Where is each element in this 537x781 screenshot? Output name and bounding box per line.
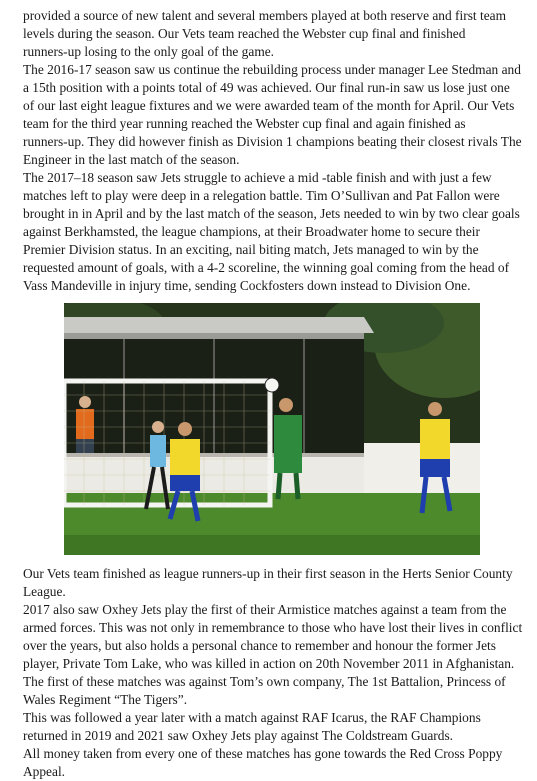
text-line: League.: [23, 584, 66, 599]
text-line: provided a source of new talent and several members played at both reserve and first team: [23, 8, 506, 23]
intro-paragraph: [23, 7, 523, 61]
vets-paragraph: [23, 565, 523, 601]
match-photo: [64, 303, 480, 555]
article-body: [23, 7, 523, 781]
text-line: runners-up losing to the only goal of the game.: [23, 44, 275, 59]
text-line: runners-up. They did however finish as Division 1 champions beating their closest rivals The: [23, 134, 522, 149]
text-line: a 15th position with a points total of 49 was achieved. Our final run-in saw us lose just one: [23, 80, 510, 95]
armistice-paragraph: [23, 601, 523, 709]
text-line: Our Vets team finished as league runners-up in their first season in the Herts Senior County: [23, 566, 513, 581]
text-line: All money taken from every one of these matches has gone towards the Red Cross Poppy: [23, 746, 503, 761]
text-line: against Berkhamsted, the league champions, at their Broadwater home to secure their: [23, 224, 480, 239]
text-line: returned in 2019 and 2021 saw Oxhey Jets play against The Coldstream Guards.: [23, 728, 454, 743]
text-line: armed forces. This was not only in remembrance to those who have lost their lives in conflict: [23, 620, 523, 635]
text-line: of our last eight league fixtures and we were awarded team of the month for April. Our Vets: [23, 98, 515, 113]
text-line: The 2017–18 season saw Jets struggle to achieve a mid -table finish and with just a few: [23, 170, 492, 185]
text-line: brought in in April and by the last match of the season, Jets needed to win by two clear goals: [23, 206, 520, 221]
season-2017-paragraph: [23, 169, 523, 295]
season-2016-paragraph: [23, 61, 523, 169]
text-line: matches left to play were deep in a relegation battle. Tim O’Sullivan and Pat Fallon were: [23, 188, 500, 203]
match-photo-illustration: [64, 303, 480, 555]
text-line: levels during the season. Our Vets team reached the Webster cup final and finished: [23, 26, 466, 41]
text-line: The first of these matches was against Tom’s own company, The 1st Battalion, Princess of: [23, 674, 506, 689]
text-line: The 2016-17 season saw us continue the rebuilding process under manager Lee Stedman and: [23, 62, 521, 77]
raf-paragraph: [23, 709, 523, 745]
text-line: Wales Regiment “The Tigers”.: [23, 692, 188, 707]
text-line: team for the third year running reached the Webster cup final and again finished as: [23, 116, 466, 131]
poppy-paragraph: [23, 745, 523, 781]
text-line: This was followed a year later with a match against RAF Icarus, the RAF Champions: [23, 710, 481, 725]
text-line: Vass Mandeville in injury time, sending Cockfosters down instead to Division One.: [23, 278, 471, 293]
text-line: over the years, but also holds a personal chance to remember and honour the former Jets: [23, 638, 496, 653]
text-line: player, Private Tom Lake, who was killed in action on 20th November 2011 in Afghanistan.: [23, 656, 515, 671]
text-line: 2017 also saw Oxhey Jets play the first of their Armistice matches against a team from the: [23, 602, 507, 617]
text-line: requested amount of goals, with a 4-2 scoreline, the winning goal coming from the head of: [23, 260, 510, 275]
text-line: Engineer in the last match of the season.: [23, 152, 240, 167]
text-line: Premier Division status. In an exciting, nail biting match, Jets managed to win by the: [23, 242, 479, 257]
text-line: Appeal.: [23, 764, 66, 779]
